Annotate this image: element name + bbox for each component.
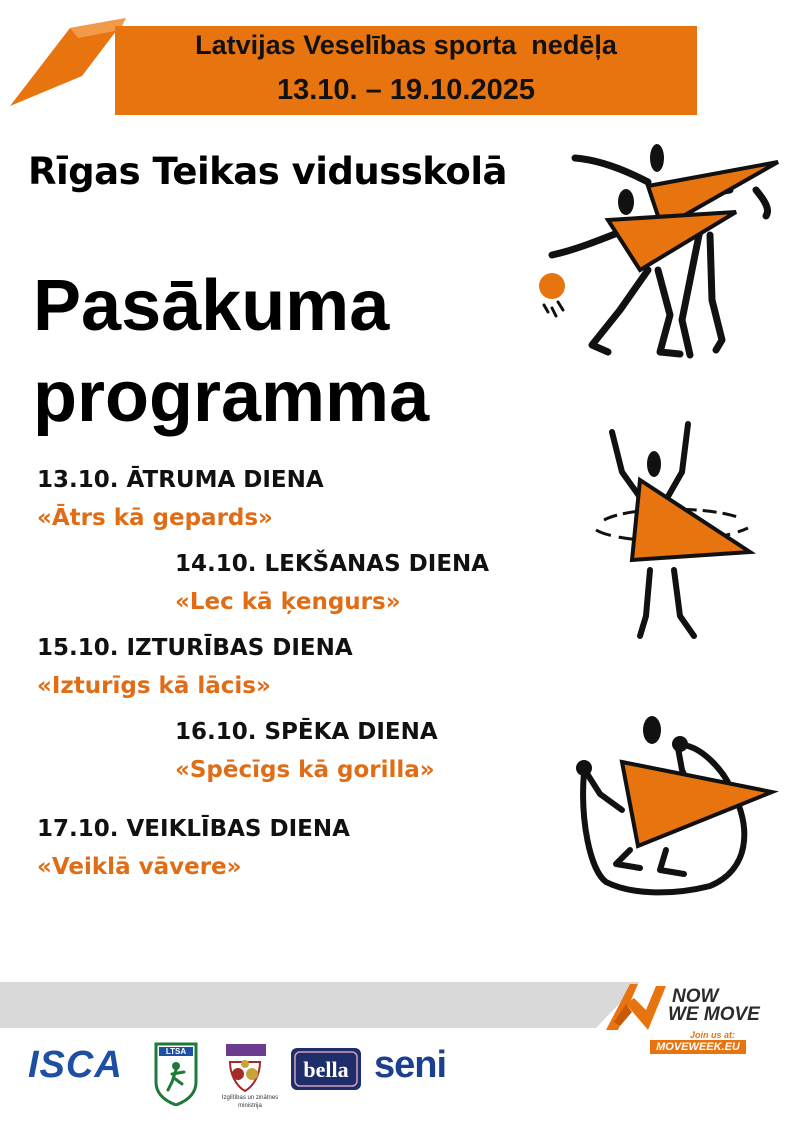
schedule-motto: «Ātrs kā gepards»	[37, 505, 273, 531]
ltsa-logo-text: LTSA	[165, 1047, 187, 1056]
hoop-figure-illustration	[590, 420, 770, 645]
schedule-day: 14.10. LEKŠANAS DIENA	[175, 551, 490, 577]
schedule-day: 15.10. IZTURĪBAS DIENA	[37, 635, 353, 661]
now-we-move-logo-icon	[604, 982, 668, 1032]
now-we-move-text: WE MOVE	[668, 1004, 760, 1025]
schedule-motto: «Izturīgs kā lācis»	[37, 673, 271, 699]
program-title-line1: Pasākuma	[33, 266, 390, 346]
moveweek-url: MOVEWEEK.EU	[656, 1041, 740, 1053]
schedule-day: 17.10. VEIKLĪBAS DIENA	[37, 816, 350, 842]
flag-icon	[8, 18, 128, 110]
program-title-line2: programma	[33, 357, 430, 437]
ltsa-logo-icon	[154, 1042, 198, 1106]
now-we-move-text: NOW	[672, 986, 719, 1007]
isca-logo: ISCA	[28, 1044, 123, 1086]
jump-rope-figure-illustration	[570, 710, 790, 910]
bella-logo-text: bella	[303, 1057, 349, 1082]
schedule-motto: «Lec kā ķengurs»	[175, 589, 401, 615]
schedule-motto: «Veiklā vāvere»	[37, 854, 242, 880]
schedule-motto: «Spēcīgs kā gorilla»	[175, 757, 435, 783]
join-us-text: Join us at:	[690, 1030, 736, 1040]
ministry-emblem-icon	[220, 1044, 270, 1094]
basketball-figures-illustration	[530, 140, 790, 370]
ministry-name: Izglītības un zinātnes ministrija	[221, 1095, 279, 1109]
event-dates: 13.10. – 19.10.2025	[276, 74, 535, 106]
schedule-day: 16.10. SPĒKA DIENA	[175, 719, 438, 745]
seni-logo: seni	[374, 1044, 447, 1086]
schedule-day: 13.10. ĀTRUMA DIENA	[37, 467, 324, 493]
footer-band	[0, 982, 640, 1028]
school-name: Rīgas Teikas vidusskolā	[28, 150, 507, 193]
event-title: Latvijas Veselības sporta nedēļa	[195, 30, 617, 60]
